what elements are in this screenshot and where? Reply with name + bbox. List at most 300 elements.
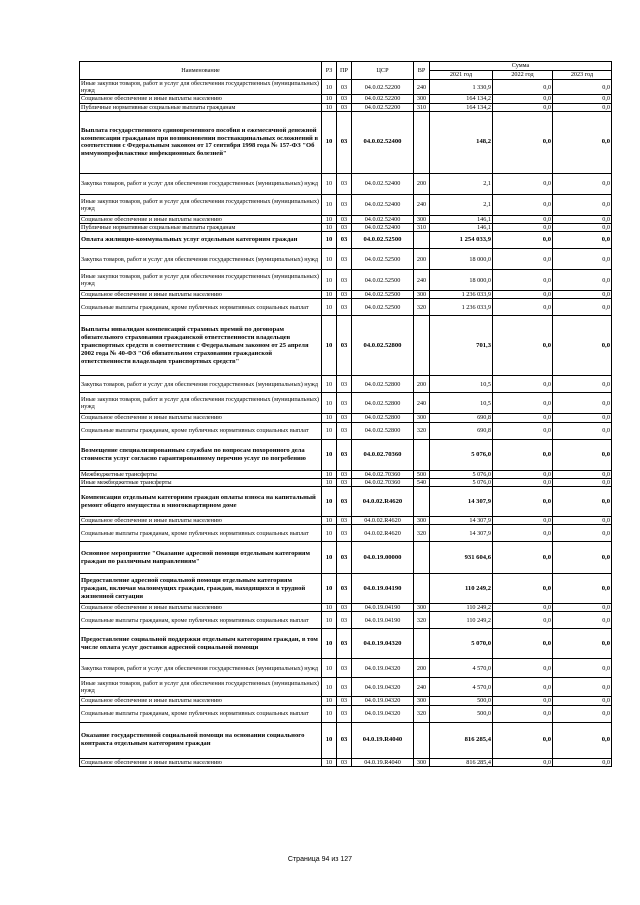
cell-pr: 03 — [337, 722, 352, 758]
cell-sum-2021: 14 307,9 — [430, 517, 493, 525]
cell-name: Компенсация отдельным категориям граждан оплаты взноса на капитальный ремонт общего имущества в многоквартирном доме — [80, 487, 322, 517]
cell-sum-2021: 148,2 — [430, 111, 493, 173]
cell-sum-2023: 0,0 — [553, 470, 612, 478]
cell-sum-2021: 1 330,9 — [430, 80, 493, 95]
col-header-vr: ВР — [414, 62, 430, 80]
table-row — [80, 659, 612, 678]
cell-sum-2022: 0,0 — [493, 224, 553, 232]
cell-sum-2023: 0,0 — [553, 758, 612, 766]
cell-sum-2023: 0,0 — [553, 80, 612, 95]
col-header-name: Наименование — [80, 62, 322, 80]
cell-sum-2021: 14 307,9 — [430, 525, 493, 542]
cell-sum-2022: 0,0 — [493, 95, 553, 103]
cell-sum-2022: 0,0 — [493, 487, 553, 517]
cell-sum-2022: 0,0 — [493, 542, 553, 574]
cell-name: Возмещение специализированным службам по вопросам похоронного дела стоимости услуг согласно гарантированному перечню услуг по погребению — [80, 439, 322, 470]
cell-sum-2021: 500,0 — [430, 705, 493, 722]
cell-name: Закупка товаров, работ и услуг для обеспечения государственных (муниципальных) нужд — [80, 659, 322, 678]
table-row — [80, 393, 612, 414]
col-header-2022: 2022 год — [493, 71, 553, 80]
cell-vr: 540 — [414, 478, 430, 486]
cell-sum-2021: 110 249,2 — [430, 574, 493, 604]
table-row — [80, 270, 612, 291]
cell-vr — [414, 542, 430, 574]
cell-vr: 300 — [414, 95, 430, 103]
cell-vr: 200 — [414, 249, 430, 270]
cell-name: Иные закупки товаров, работ и услуг для обеспечения государственных (муниципальных) нужд — [80, 80, 322, 95]
cell-sum-2022: 0,0 — [493, 439, 553, 470]
cell-rz: 10 — [322, 439, 337, 470]
cell-name: Социальное обеспечение и иные выплаты населению — [80, 604, 322, 612]
cell-sum-2021: 1 254 033,9 — [430, 232, 493, 249]
cell-pr: 03 — [337, 80, 352, 95]
cell-csr: 04.0.02.52800 — [352, 414, 414, 422]
cell-csr: 04.0.02.52400 — [352, 215, 414, 223]
cell-sum-2021: 10,5 — [430, 393, 493, 414]
table-row — [80, 604, 612, 612]
table-row — [80, 414, 612, 422]
cell-vr — [414, 487, 430, 517]
cell-sum-2023: 0,0 — [553, 111, 612, 173]
cell-sum-2022: 0,0 — [493, 422, 553, 439]
cell-csr: 04.0.02.52800 — [352, 393, 414, 414]
cell-pr: 03 — [337, 414, 352, 422]
cell-pr: 03 — [337, 393, 352, 414]
cell-sum-2021: 18 000,0 — [430, 249, 493, 270]
col-header-sum: Сумма — [430, 62, 612, 71]
cell-sum-2023: 0,0 — [553, 659, 612, 678]
cell-pr: 03 — [337, 525, 352, 542]
cell-name: Иные закупки товаров, работ и услуг для обеспечения государственных (муниципальных) нужд — [80, 678, 322, 697]
cell-sum-2022: 0,0 — [493, 316, 553, 376]
cell-sum-2021: 18 000,0 — [430, 270, 493, 291]
cell-sum-2022: 0,0 — [493, 678, 553, 697]
cell-csr: 04.0.02.52500 — [352, 249, 414, 270]
cell-rz: 10 — [322, 249, 337, 270]
table-row — [80, 697, 612, 705]
cell-sum-2021: 690,8 — [430, 414, 493, 422]
cell-sum-2022: 0,0 — [493, 525, 553, 542]
cell-sum-2022: 0,0 — [493, 80, 553, 95]
cell-rz: 10 — [322, 629, 337, 659]
cell-name: Иные закупки товаров, работ и услуг для обеспечения государственных (муниципальных) нужд — [80, 393, 322, 414]
cell-vr: 320 — [414, 705, 430, 722]
cell-pr: 03 — [337, 249, 352, 270]
cell-sum-2023: 0,0 — [553, 517, 612, 525]
cell-name: Оказание государственной социальной помощи на основании социального контракта отдельным категориям граждан — [80, 722, 322, 758]
cell-sum-2023: 0,0 — [553, 224, 612, 232]
cell-sum-2021: 164 134,2 — [430, 95, 493, 103]
cell-sum-2023: 0,0 — [553, 194, 612, 215]
budget-table-sheet — [79, 61, 611, 767]
cell-sum-2022: 0,0 — [493, 249, 553, 270]
table-row — [80, 316, 612, 376]
cell-rz: 10 — [322, 316, 337, 376]
table-row — [80, 478, 612, 486]
cell-csr: 04.0.02.52400 — [352, 111, 414, 173]
cell-name: Оплата жилищно-коммунальных услуг отдельным категориям граждан — [80, 232, 322, 249]
cell-rz: 10 — [322, 95, 337, 103]
cell-sum-2021: 14 307,9 — [430, 487, 493, 517]
cell-rz: 10 — [322, 542, 337, 574]
cell-pr: 03 — [337, 678, 352, 697]
cell-sum-2022: 0,0 — [493, 612, 553, 629]
cell-rz: 10 — [322, 299, 337, 316]
cell-csr: 04.0.02.52200 — [352, 80, 414, 95]
cell-vr: 300 — [414, 517, 430, 525]
cell-rz: 10 — [322, 525, 337, 542]
table-row — [80, 422, 612, 439]
cell-sum-2022: 0,0 — [493, 517, 553, 525]
cell-pr: 03 — [337, 629, 352, 659]
cell-pr: 03 — [337, 224, 352, 232]
cell-csr: 04.0.19.04190 — [352, 574, 414, 604]
cell-sum-2021: 5 070,0 — [430, 629, 493, 659]
cell-pr: 03 — [337, 376, 352, 393]
cell-pr: 03 — [337, 194, 352, 215]
cell-pr: 03 — [337, 111, 352, 173]
cell-name: Основное мероприятие "Оказание адресной помощи отдельным категориям граждан по различным направлениям" — [80, 542, 322, 574]
cell-csr: 04.0.02.R4620 — [352, 487, 414, 517]
cell-sum-2023: 0,0 — [553, 103, 612, 111]
cell-sum-2023: 0,0 — [553, 542, 612, 574]
cell-sum-2021: 1 236 033,9 — [430, 299, 493, 316]
cell-sum-2022: 0,0 — [493, 659, 553, 678]
cell-pr: 03 — [337, 316, 352, 376]
cell-vr: 240 — [414, 270, 430, 291]
table-row — [80, 194, 612, 215]
table-row — [80, 487, 612, 517]
cell-sum-2023: 0,0 — [553, 525, 612, 542]
cell-sum-2021: 164 134,2 — [430, 103, 493, 111]
table-row — [80, 525, 612, 542]
cell-sum-2021: 2,1 — [430, 194, 493, 215]
table-row — [80, 232, 612, 249]
cell-csr: 04.0.19.00000 — [352, 542, 414, 574]
table-row — [80, 291, 612, 299]
cell-csr: 04.0.19.04190 — [352, 612, 414, 629]
cell-sum-2023: 0,0 — [553, 678, 612, 697]
cell-sum-2023: 0,0 — [553, 291, 612, 299]
cell-sum-2023: 0,0 — [553, 478, 612, 486]
cell-vr: 200 — [414, 173, 430, 194]
cell-csr: 04.0.02.52800 — [352, 316, 414, 376]
cell-name: Публичные нормативные социальные выплаты гражданам — [80, 224, 322, 232]
cell-sum-2021: 701,3 — [430, 316, 493, 376]
cell-rz: 10 — [322, 517, 337, 525]
table-row — [80, 629, 612, 659]
table-row — [80, 758, 612, 766]
cell-sum-2023: 0,0 — [553, 487, 612, 517]
table-row — [80, 470, 612, 478]
table-row — [80, 722, 612, 758]
cell-vr — [414, 722, 430, 758]
table-row — [80, 612, 612, 629]
cell-vr — [414, 316, 430, 376]
cell-rz: 10 — [322, 194, 337, 215]
cell-sum-2023: 0,0 — [553, 629, 612, 659]
cell-sum-2021: 146,1 — [430, 215, 493, 223]
cell-sum-2022: 0,0 — [493, 232, 553, 249]
cell-sum-2022: 0,0 — [493, 604, 553, 612]
cell-pr: 03 — [337, 487, 352, 517]
table-row — [80, 224, 612, 232]
cell-rz: 10 — [322, 758, 337, 766]
cell-sum-2023: 0,0 — [553, 215, 612, 223]
cell-vr: 300 — [414, 758, 430, 766]
cell-csr: 04.0.02.52500 — [352, 270, 414, 291]
cell-vr: 300 — [414, 604, 430, 612]
cell-sum-2021: 110 249,2 — [430, 604, 493, 612]
cell-csr: 04.0.02.52400 — [352, 173, 414, 194]
cell-sum-2021: 2,1 — [430, 173, 493, 194]
cell-sum-2022: 0,0 — [493, 758, 553, 766]
cell-sum-2022: 0,0 — [493, 291, 553, 299]
page-footer: Страница 94 из 127 — [287, 856, 353, 863]
cell-vr: 300 — [414, 697, 430, 705]
cell-csr: 04.0.02.52500 — [352, 291, 414, 299]
cell-sum-2023: 0,0 — [553, 316, 612, 376]
cell-sum-2023: 0,0 — [553, 439, 612, 470]
cell-sum-2023: 0,0 — [553, 232, 612, 249]
cell-csr: 04.0.02.52500 — [352, 232, 414, 249]
cell-vr — [414, 111, 430, 173]
cell-sum-2021: 5 076,0 — [430, 470, 493, 478]
cell-sum-2023: 0,0 — [553, 697, 612, 705]
cell-rz: 10 — [322, 270, 337, 291]
cell-sum-2021: 110 249,2 — [430, 612, 493, 629]
cell-vr: 300 — [414, 215, 430, 223]
cell-rz: 10 — [322, 574, 337, 604]
cell-vr: 200 — [414, 376, 430, 393]
budget-table — [79, 61, 612, 767]
cell-rz: 10 — [322, 215, 337, 223]
cell-vr: 240 — [414, 80, 430, 95]
cell-name: Закупка товаров, работ и услуг для обеспечения государственных (муниципальных) нужд — [80, 376, 322, 393]
cell-csr: 04.0.02.52200 — [352, 103, 414, 111]
cell-rz: 10 — [322, 604, 337, 612]
cell-csr: 04.0.19.04190 — [352, 604, 414, 612]
cell-name: Социальное обеспечение и иные выплаты населению — [80, 758, 322, 766]
cell-pr: 03 — [337, 215, 352, 223]
cell-sum-2023: 0,0 — [553, 249, 612, 270]
cell-sum-2022: 0,0 — [493, 111, 553, 173]
cell-pr: 03 — [337, 659, 352, 678]
cell-csr: 04.0.19.04320 — [352, 659, 414, 678]
cell-pr: 03 — [337, 470, 352, 478]
cell-rz: 10 — [322, 659, 337, 678]
cell-name: Социальное обеспечение и иные выплаты населению — [80, 517, 322, 525]
cell-name: Выплата государственного единовременного пособия и ежемесячной денежной компенсации гражданам при возникновении поствакцинальных осложнений в соответствии с Федеральным законом от 17 сентября 1998 года № 157-ФЗ "Об иммунопрофилактике инфекционных болезней" — [80, 111, 322, 173]
cell-sum-2022: 0,0 — [493, 574, 553, 604]
cell-pr: 03 — [337, 95, 352, 103]
cell-sum-2023: 0,0 — [553, 414, 612, 422]
cell-csr: 04.0.02.52500 — [352, 299, 414, 316]
cell-vr — [414, 439, 430, 470]
cell-sum-2022: 0,0 — [493, 173, 553, 194]
cell-sum-2023: 0,0 — [553, 270, 612, 291]
cell-sum-2023: 0,0 — [553, 722, 612, 758]
cell-sum-2023: 0,0 — [553, 574, 612, 604]
cell-pr: 03 — [337, 758, 352, 766]
cell-csr: 04.0.19.04320 — [352, 629, 414, 659]
col-header-rz: РЗ — [322, 62, 337, 80]
cell-sum-2023: 0,0 — [553, 393, 612, 414]
cell-sum-2021: 4 570,0 — [430, 678, 493, 697]
cell-rz: 10 — [322, 224, 337, 232]
cell-rz: 10 — [322, 173, 337, 194]
cell-name: Социальное обеспечение и иные выплаты населению — [80, 215, 322, 223]
cell-sum-2022: 0,0 — [493, 270, 553, 291]
cell-rz: 10 — [322, 478, 337, 486]
cell-sum-2022: 0,0 — [493, 629, 553, 659]
cell-name: Иные межбюджетные трансферты — [80, 478, 322, 486]
table-row — [80, 376, 612, 393]
cell-name: Социальное обеспечение и иные выплаты населению — [80, 291, 322, 299]
cell-name: Публичные нормативные социальные выплаты гражданам — [80, 103, 322, 111]
cell-sum-2021: 816 285,4 — [430, 758, 493, 766]
cell-sum-2021: 10,5 — [430, 376, 493, 393]
cell-name: Социальные выплаты гражданам, кроме публичных нормативных социальных выплат — [80, 422, 322, 439]
table-row — [80, 249, 612, 270]
cell-pr: 03 — [337, 542, 352, 574]
col-header-2021: 2021 год — [430, 71, 493, 80]
cell-csr: 04.0.02.70360 — [352, 470, 414, 478]
cell-sum-2021: 146,1 — [430, 224, 493, 232]
table-row — [80, 80, 612, 95]
cell-csr: 04.0.19.04320 — [352, 697, 414, 705]
cell-sum-2023: 0,0 — [553, 705, 612, 722]
cell-name: Предоставление социальной поддержки отдельным категориям граждан, в том числе оплата услуг доставки адресной социальной помощи — [80, 629, 322, 659]
cell-csr: 04.0.02.52800 — [352, 422, 414, 439]
cell-csr: 04.0.02.52400 — [352, 224, 414, 232]
cell-rz: 10 — [322, 80, 337, 95]
cell-sum-2022: 0,0 — [493, 194, 553, 215]
cell-name: Предоставление адресной социальной помощи отдельным категориям граждан, включая малоимущих граждан, граждан, находящихся в трудной жизненной ситуации — [80, 574, 322, 604]
cell-vr — [414, 232, 430, 249]
cell-vr — [414, 574, 430, 604]
cell-sum-2022: 0,0 — [493, 299, 553, 316]
cell-rz: 10 — [322, 612, 337, 629]
table-body — [80, 80, 612, 767]
cell-sum-2021: 690,8 — [430, 422, 493, 439]
cell-pr: 03 — [337, 604, 352, 612]
table-row — [80, 173, 612, 194]
cell-vr: 310 — [414, 103, 430, 111]
cell-name: Иные закупки товаров, работ и услуг для обеспечения государственных (муниципальных) нужд — [80, 270, 322, 291]
cell-pr: 03 — [337, 574, 352, 604]
cell-csr: 04.0.02.R4620 — [352, 517, 414, 525]
cell-vr: 240 — [414, 393, 430, 414]
cell-rz: 10 — [322, 678, 337, 697]
cell-sum-2022: 0,0 — [493, 215, 553, 223]
cell-rz: 10 — [322, 722, 337, 758]
cell-rz: 10 — [322, 291, 337, 299]
cell-sum-2021: 931 604,6 — [430, 542, 493, 574]
table-row — [80, 678, 612, 697]
cell-vr: 240 — [414, 678, 430, 697]
cell-pr: 03 — [337, 439, 352, 470]
cell-vr: 320 — [414, 612, 430, 629]
cell-csr: 04.0.02.52200 — [352, 95, 414, 103]
cell-name: Социальное обеспечение и иные выплаты населению — [80, 697, 322, 705]
cell-rz: 10 — [322, 487, 337, 517]
cell-name: Выплаты инвалидам компенсаций страховых премий по договорам обязательного страхования гражданской ответственности владельцев транспортных средств в соответствии с Федеральным законом от 25 апреля 2002 года № 40-ФЗ "Об обязательном страховании гражданской ответственности владельцев транспортных средств" — [80, 316, 322, 376]
table-row — [80, 215, 612, 223]
table-row — [80, 574, 612, 604]
cell-csr: 04.0.02.R4620 — [352, 525, 414, 542]
cell-pr: 03 — [337, 103, 352, 111]
cell-sum-2022: 0,0 — [493, 722, 553, 758]
table-row — [80, 95, 612, 103]
cell-sum-2022: 0,0 — [493, 478, 553, 486]
cell-name: Иные закупки товаров, работ и услуг для обеспечения государственных (муниципальных) нужд — [80, 194, 322, 215]
cell-sum-2022: 0,0 — [493, 103, 553, 111]
cell-vr: 500 — [414, 470, 430, 478]
cell-rz: 10 — [322, 697, 337, 705]
cell-sum-2022: 0,0 — [493, 393, 553, 414]
cell-rz: 10 — [322, 470, 337, 478]
cell-csr: 04.0.02.70360 — [352, 478, 414, 486]
cell-sum-2023: 0,0 — [553, 422, 612, 439]
cell-sum-2021: 5 076,0 — [430, 439, 493, 470]
cell-sum-2021: 5 076,0 — [430, 478, 493, 486]
cell-name: Социальное обеспечение и иные выплаты населению — [80, 95, 322, 103]
cell-sum-2023: 0,0 — [553, 604, 612, 612]
cell-vr: 200 — [414, 659, 430, 678]
cell-sum-2021: 4 570,0 — [430, 659, 493, 678]
cell-rz: 10 — [322, 376, 337, 393]
cell-csr: 04.0.02.52400 — [352, 194, 414, 215]
cell-pr: 03 — [337, 299, 352, 316]
cell-rz: 10 — [322, 705, 337, 722]
cell-sum-2022: 0,0 — [493, 470, 553, 478]
cell-csr: 04.0.02.52800 — [352, 376, 414, 393]
cell-csr: 04.0.19.R4040 — [352, 722, 414, 758]
cell-sum-2021: 1 236 033,9 — [430, 291, 493, 299]
cell-sum-2022: 0,0 — [493, 705, 553, 722]
cell-sum-2022: 0,0 — [493, 414, 553, 422]
table-row — [80, 103, 612, 111]
table-row — [80, 439, 612, 470]
cell-rz: 10 — [322, 422, 337, 439]
cell-rz: 10 — [322, 232, 337, 249]
cell-pr: 03 — [337, 705, 352, 722]
table-row — [80, 517, 612, 525]
cell-csr: 04.0.19.R4040 — [352, 758, 414, 766]
cell-name: Социальные выплаты гражданам, кроме публичных нормативных социальных выплат — [80, 299, 322, 316]
cell-pr: 03 — [337, 173, 352, 194]
cell-rz: 10 — [322, 414, 337, 422]
cell-sum-2021: 816 285,4 — [430, 722, 493, 758]
cell-pr: 03 — [337, 612, 352, 629]
cell-sum-2023: 0,0 — [553, 173, 612, 194]
cell-rz: 10 — [322, 103, 337, 111]
cell-vr: 300 — [414, 291, 430, 299]
cell-vr: 320 — [414, 525, 430, 542]
cell-pr: 03 — [337, 478, 352, 486]
cell-vr: 240 — [414, 194, 430, 215]
cell-csr: 04.0.19.04320 — [352, 705, 414, 722]
cell-name: Социальные выплаты гражданам, кроме публичных нормативных социальных выплат — [80, 705, 322, 722]
table-row — [80, 299, 612, 316]
cell-vr: 320 — [414, 422, 430, 439]
cell-sum-2023: 0,0 — [553, 299, 612, 316]
cell-sum-2023: 0,0 — [553, 612, 612, 629]
cell-sum-2023: 0,0 — [553, 95, 612, 103]
table-row — [80, 542, 612, 574]
cell-vr — [414, 629, 430, 659]
